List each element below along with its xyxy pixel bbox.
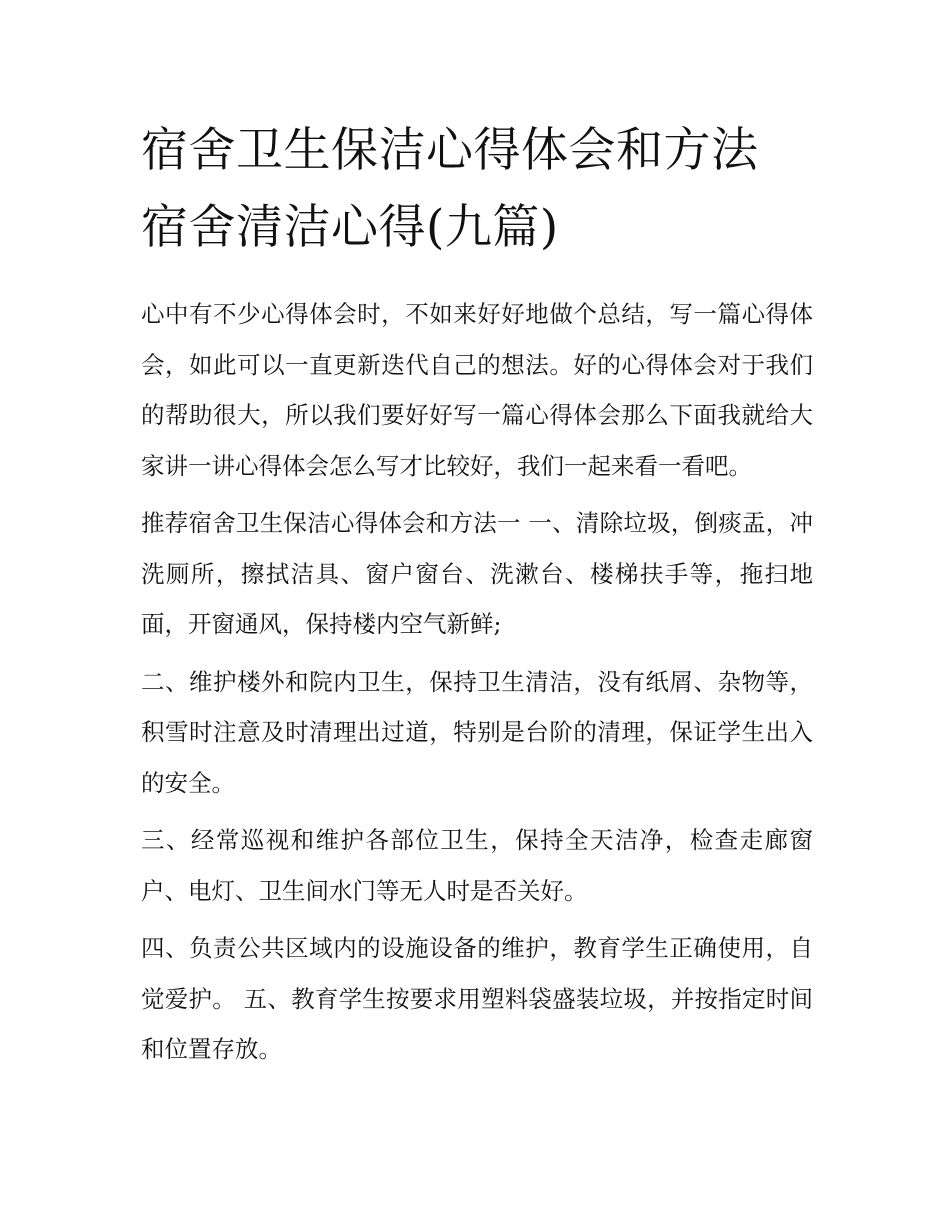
paragraph-intro: 心中有不少心得体会时，不如来好好地做个总结，写一篇心得体会，如此可以一直更新迭代自己的想法。好的心得体会对于我们的帮助很大，所以我们要好好写一篇心得体会那么下面我就给大家讲一讲心得体会怎么写才比较好，我们一起来看一看吧。: [141, 300, 813, 480]
paragraph-item-1: 推荐宿舍卫生保洁心得体会和方法一 一、清除垃圾，倒痰盂，冲洗厕所，擦拭洁具、窗户窗台、洗漱台、楼梯扶手等，拖扫地面，开窗通风，保持楼内空气新鲜;: [141, 509, 813, 638]
paragraph-item-3: 三、经常巡视和维护各部位卫生，保持全天洁净，检查走廊窗户、电灯、卫生间水门等无人时是否关好。: [141, 826, 813, 905]
document-body: [141, 289, 813, 1075]
document-title: [141, 112, 813, 266]
document-content: [141, 112, 813, 1082]
title-line-2: 宿舍清洁心得(九篇): [141, 200, 559, 255]
paragraph-item-4: 四、负责公共区域内的设施设备的维护，教育学生正确使用，自觉爱护。 五、教育学生按要求用塑料袋盛装垃圾，并按指定时间和位置存放。: [141, 934, 813, 1063]
paragraph-item-2: 二、维护楼外和院内卫生，保持卫生清洁，没有纸屑、杂物等，积雪时注意及时清理出过道，特别是台阶的清理，保证学生出入的安全。: [141, 667, 813, 797]
title-line-1: 宿舍卫生保洁心得体会和方法: [141, 123, 759, 178]
